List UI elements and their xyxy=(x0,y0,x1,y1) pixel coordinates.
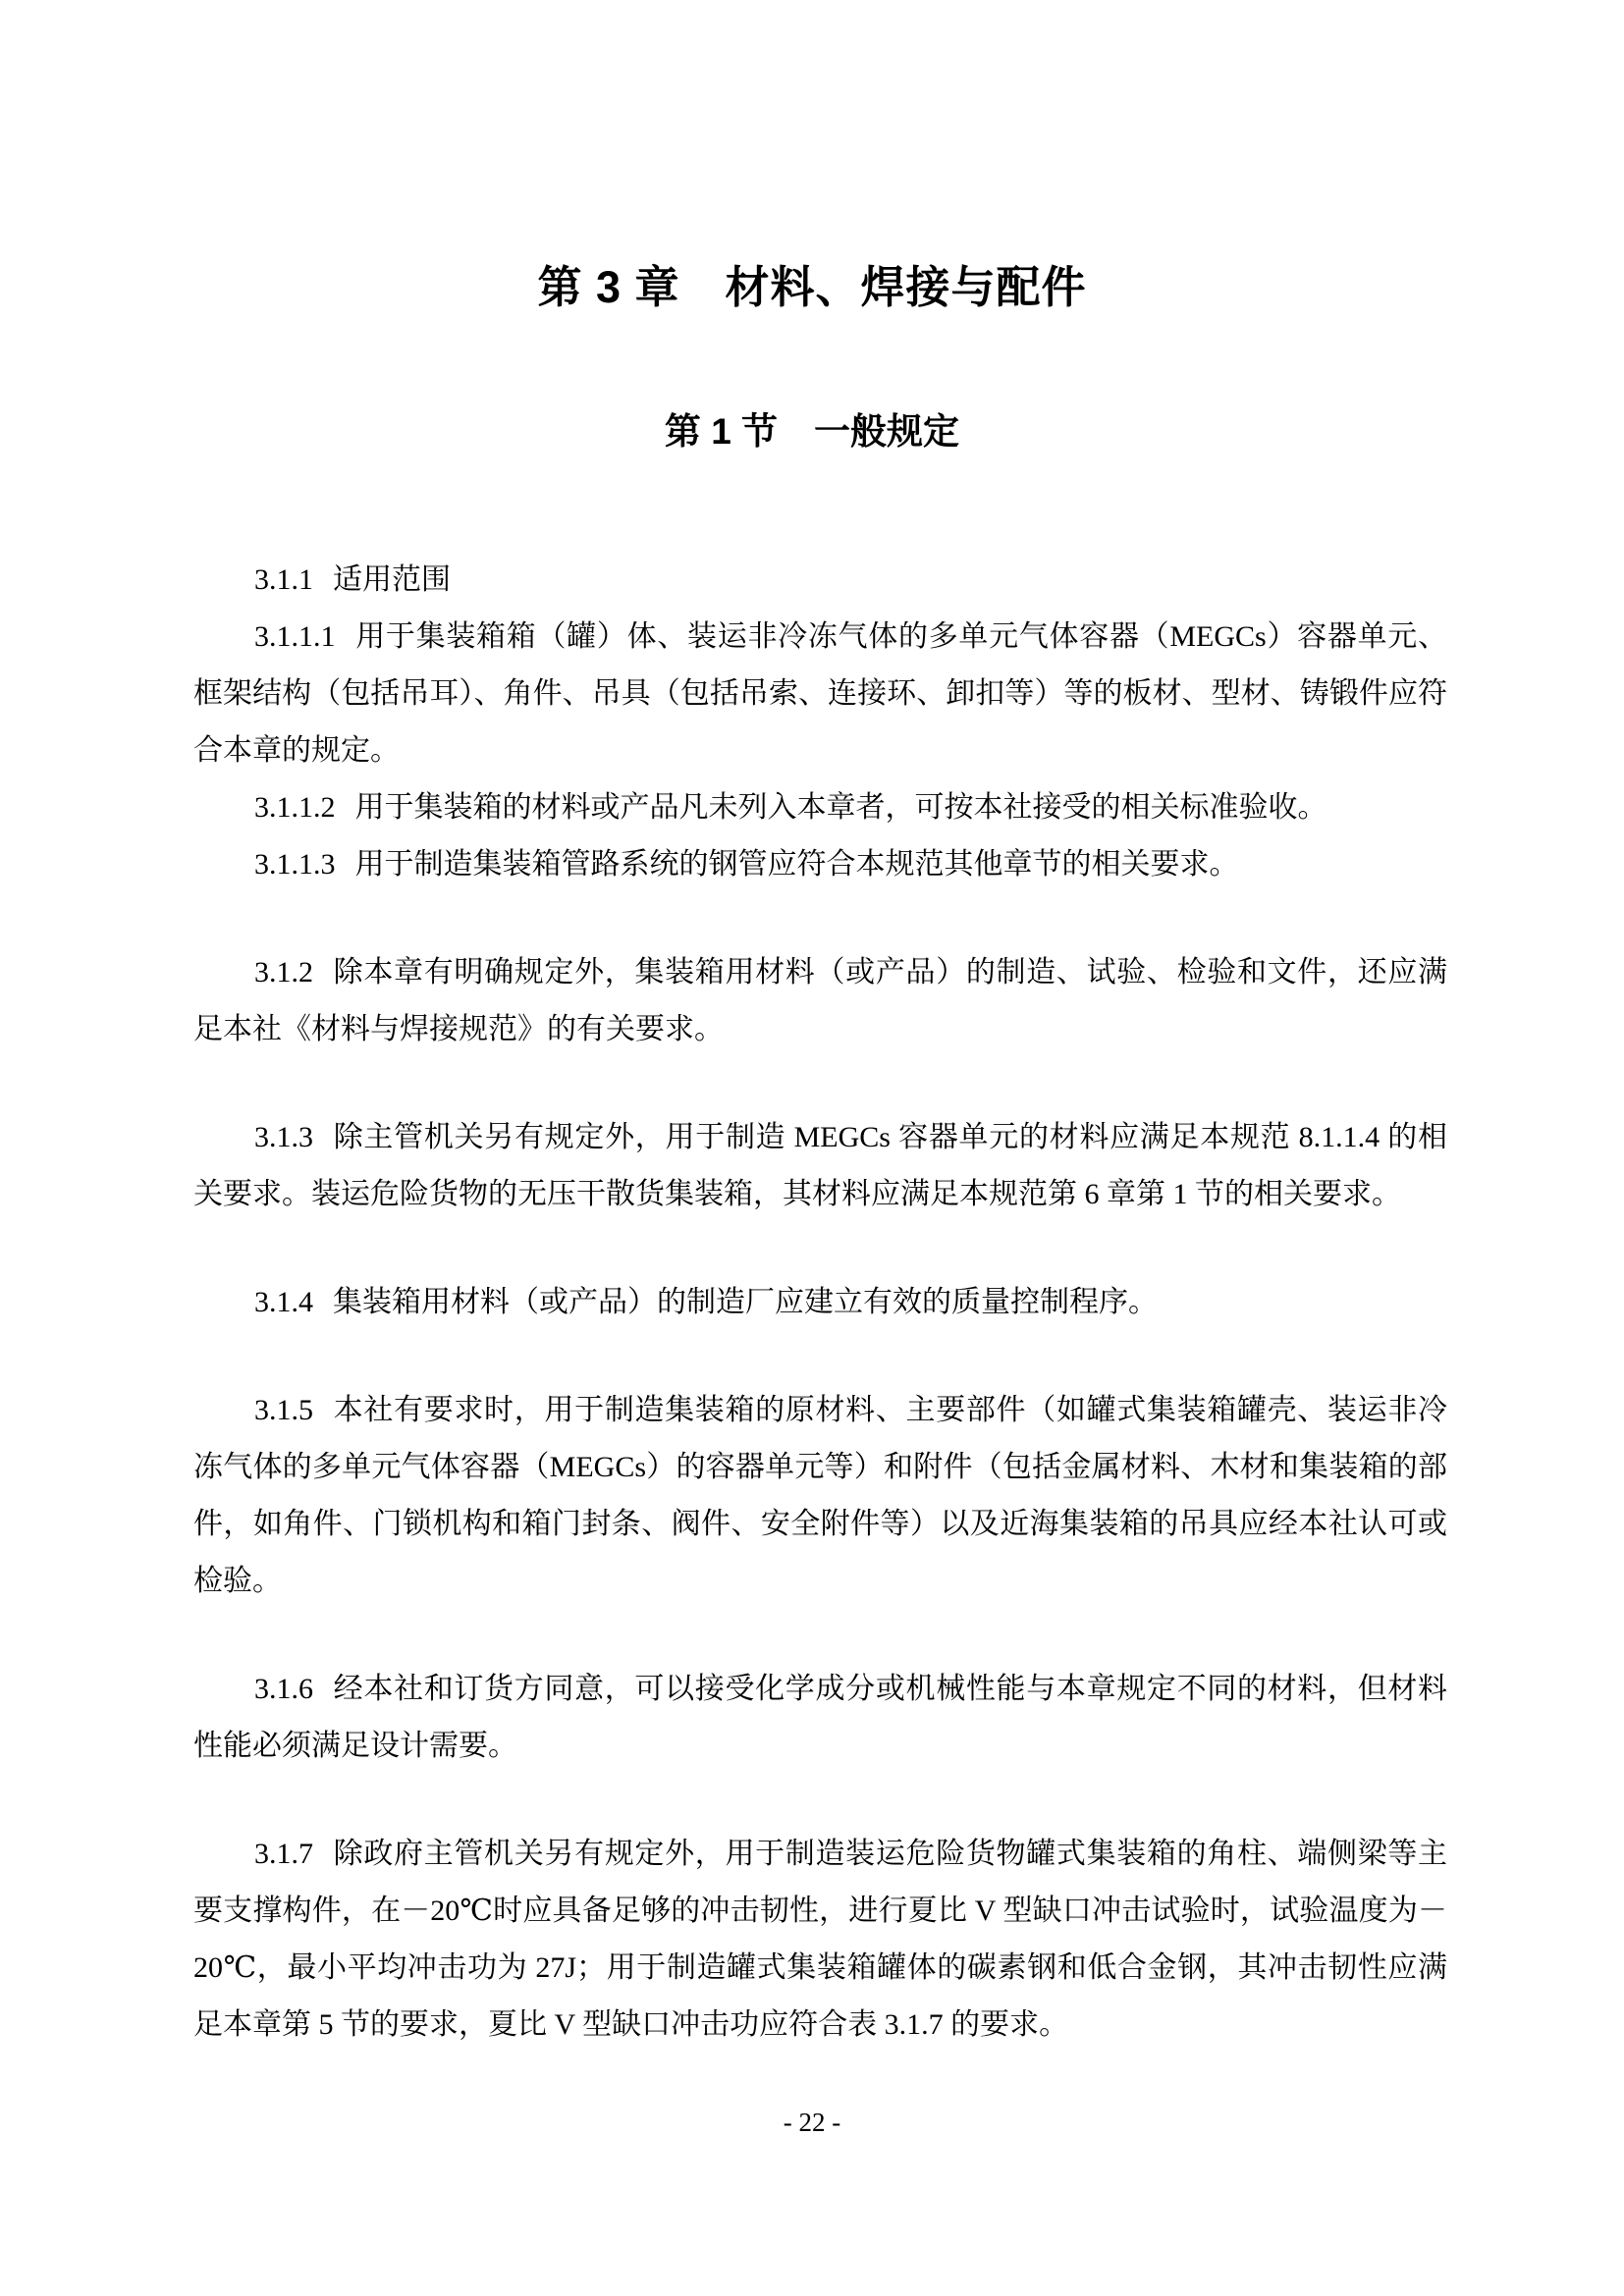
clause-text: 集装箱用材料（或产品）的制造厂应建立有效的质量控制程序。 xyxy=(333,1286,1158,1318)
paragraph-3.1.6 xyxy=(193,1661,1447,1775)
clause-number: 3.1.4 xyxy=(254,1286,313,1318)
clause-text: 适用范围 xyxy=(333,563,451,596)
paragraph-3.1.3 xyxy=(193,1109,1447,1223)
clause-text: 本社有要求时，用于制造集装箱的原材料、主要部件（如罐式集装箱罐壳、装运非冷冻气体的多单元气体容器（MEGCs）的容器单元等）和附件（包括金属材料、木材和集装箱的部件，如角件、门锁机构和箱门封条、阀件、安全附件等）以及近海集装箱的吊具应经本社认可或检验。 xyxy=(193,1394,1447,1597)
clause-number: 3.1.1.2 xyxy=(254,791,336,824)
clause-text: 用于集装箱箱（罐）体、装运非冷冻气体的多单元气体容器（MEGCs）容器单元、框架结构（包括吊耳）、角件、吊具（包括吊索、连接环、卸扣等）等的板材、型材、铸锻件应符合本章的规定。 xyxy=(193,620,1447,767)
clause-text: 经本社和订货方同意，可以接受化学成分或机械性能与本章规定不同的材料，但材料性能必须满足设计需要。 xyxy=(193,1673,1447,1762)
paragraph-3.1.5 xyxy=(193,1382,1447,1610)
clause-number: 3.1.3 xyxy=(254,1121,313,1153)
paragraph-3.1.1.2 xyxy=(193,779,1447,836)
clause-text: 除政府主管机关另有规定外，用于制造装运危险货物罐式集装箱的角柱、端侧梁等主要支撑构件，在－20℃时应具备足够的冲击韧性，进行夏比 V 型缺口冲击试验时，试验温度为－20℃，最小平均冲击功为 27J；用于制造罐式集装箱罐体的碳素钢和低合金钢，其冲击韧性应满足本章第 5 节的要求，夏比 V 型缺口冲击功应符合表 3.1.7 的要求。 xyxy=(193,1838,1447,2041)
clause-number: 3.1.6 xyxy=(254,1673,313,1705)
document-body xyxy=(193,552,1447,2054)
clause-number: 3.1.5 xyxy=(254,1394,313,1426)
clause-number: 3.1.1 xyxy=(254,563,313,596)
page-number: - 22 - xyxy=(783,2108,841,2137)
clause-text: 除本章有明确规定外，集装箱用材料（或产品）的制造、试验、检验和文件，还应满足本社《材料与焊接规范》的有关要求。 xyxy=(193,956,1447,1045)
clause-text: 除主管机关另有规定外，用于制造 MEGCs 容器单元的材料应满足本规范 8.1.1.4 的相关要求。装运危险货物的无压干散货集装箱，其材料应满足本规范第 6 章第 1 节的相关要求。 xyxy=(193,1121,1447,1210)
paragraph-3.1.7 xyxy=(193,1826,1447,2054)
clause-number: 3.1.2 xyxy=(254,956,313,988)
paragraph-3.1.1 xyxy=(193,552,1447,609)
paragraph-3.1.4 xyxy=(193,1274,1447,1331)
clause-text: 用于制造集装箱管路系统的钢管应符合本规范其他章节的相关要求。 xyxy=(354,848,1239,881)
paragraph-3.1.1.3 xyxy=(193,836,1447,893)
clause-text: 用于集装箱的材料或产品凡未列入本章者，可按本社接受的相关标准验收。 xyxy=(354,791,1327,824)
paragraph-3.1.1.1 xyxy=(193,609,1447,779)
section-title: 第 1 节 一般规定 xyxy=(664,411,960,452)
clause-number: 3.1.1.1 xyxy=(254,620,336,653)
clause-number: 3.1.7 xyxy=(254,1838,313,1870)
clause-number: 3.1.1.3 xyxy=(254,848,336,881)
paragraph-3.1.2 xyxy=(193,944,1447,1058)
chapter-title: 第 3 章 材料、焊接与配件 xyxy=(537,262,1087,312)
